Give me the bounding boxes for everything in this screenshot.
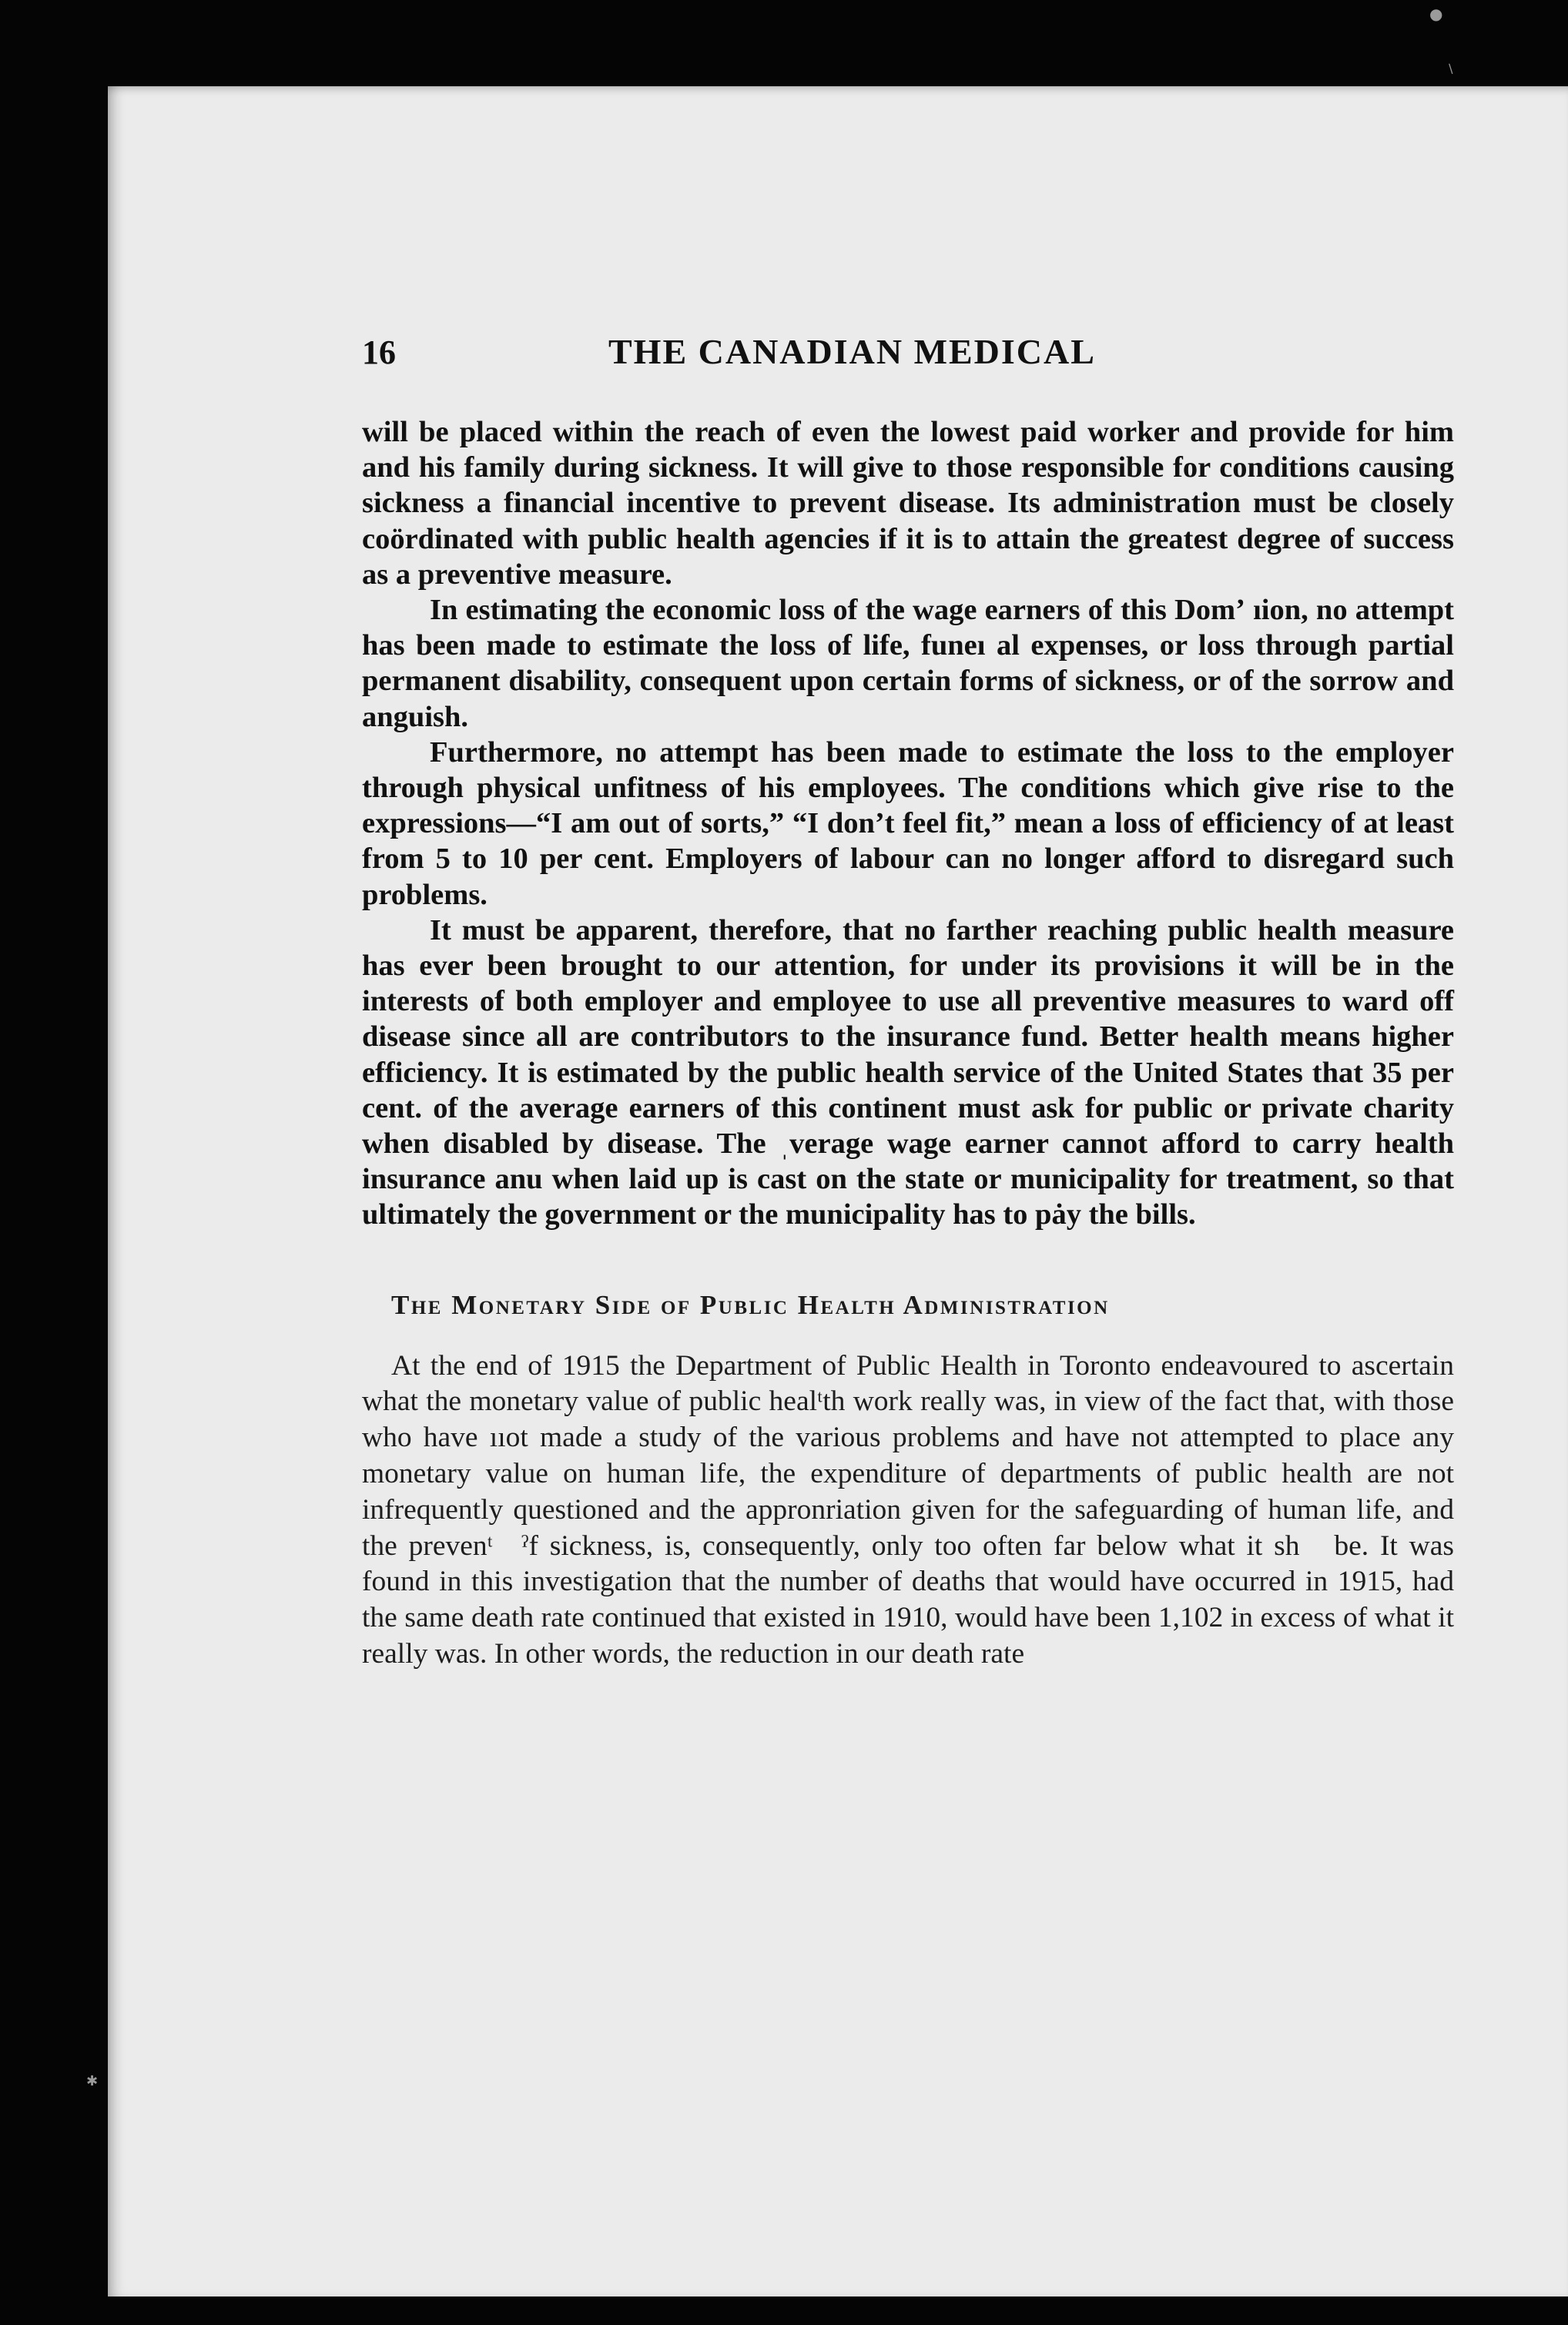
running-head [362, 331, 1454, 387]
paragraph-employer-loss: Furthermore, no attempt has been made to estimate the loss to the employer through physical unfitness of his employees. The conditions which give rise to the expressions—“I am out of sorts,” “I don’t feel fit,” mean a loss of efficiency of at least from 5 to 10 per cent. Employers of labour can no longer afford to disregard such problems. [362, 735, 1454, 911]
paragraph-economic-loss: In estimating the economic loss of the wage earners of this Domʼ ıion, no attempt has been made to estimate the loss of life, funeı al expenses, or loss through partial permanent disability, consequent upon certain forms of sickness, or of the sorrow and anguish. [362, 594, 1454, 733]
running-head-title: THE CANADIAN MEDICAL [608, 332, 1096, 371]
scan-artifact: ∖ [1446, 62, 1455, 76]
scan-artifact: ✱ [86, 2073, 99, 2089]
page-content [362, 331, 1454, 1673]
paragraph-public-health-measure: It must be apparent, therefore, that no farther reaching public health measure has ever been brought to our attention, for under its provisions it will be in the interests of both employer and employee to use all preventive measures to ward off disease since all are contributors to the insurance fund. Better health means higher efficiency. It is estimated by the public health service of the United States that 35 per cent. of the average earners of this continent must ask for public or private charity when disabled by disease. The ˌverage wage earner cannot afford to carry health insurance anu when laid up is cast on the state or municipality for treatment, so that ultimately the government or the municipality has to pȧy the bills. [362, 913, 1454, 1231]
scan-artifact: ● [1429, 5, 1443, 23]
paragraph-continuation: will be placed within the reach of even the lowest paid worker and provide for him and his family during sickness. It will give to those responsible for conditions causing sickness a financial incentive to prevent disease. Its administration must be closely coördinated with public health agencies if it is to attain the greatest degree of success as a preventive measure. [362, 416, 1454, 591]
section-heading: The Monetary Side of Public Health Administration [391, 1289, 1110, 1320]
bold-text-block [362, 414, 1454, 1233]
scanned-page [108, 86, 1568, 2297]
section-body [362, 1348, 1454, 1673]
page-number: 16 [362, 333, 396, 371]
paragraph-monetary-value: At the end of 1915 the Department of Public Health in Toronto endeavoured to ascertain what the monetary value of public healᵗth work really was, in view of the fact that, with those who have ııot made a study of the various problems and have not attempted to place any monetary value on human life, the expenditure of departments of public health are not infrequently questioned and the appronriation given for the safeguarding of human life, and the prevenᵗ ˀf sickness, is, consequently, only too often far below what it sh be. It was found in this investigation that the number of deaths that would have occurred in 1915, had the same death rate continued that existed in 1910, would have been 1,102 in excess of what it really was. In other words, the reduction in our death rate [362, 1349, 1454, 1670]
